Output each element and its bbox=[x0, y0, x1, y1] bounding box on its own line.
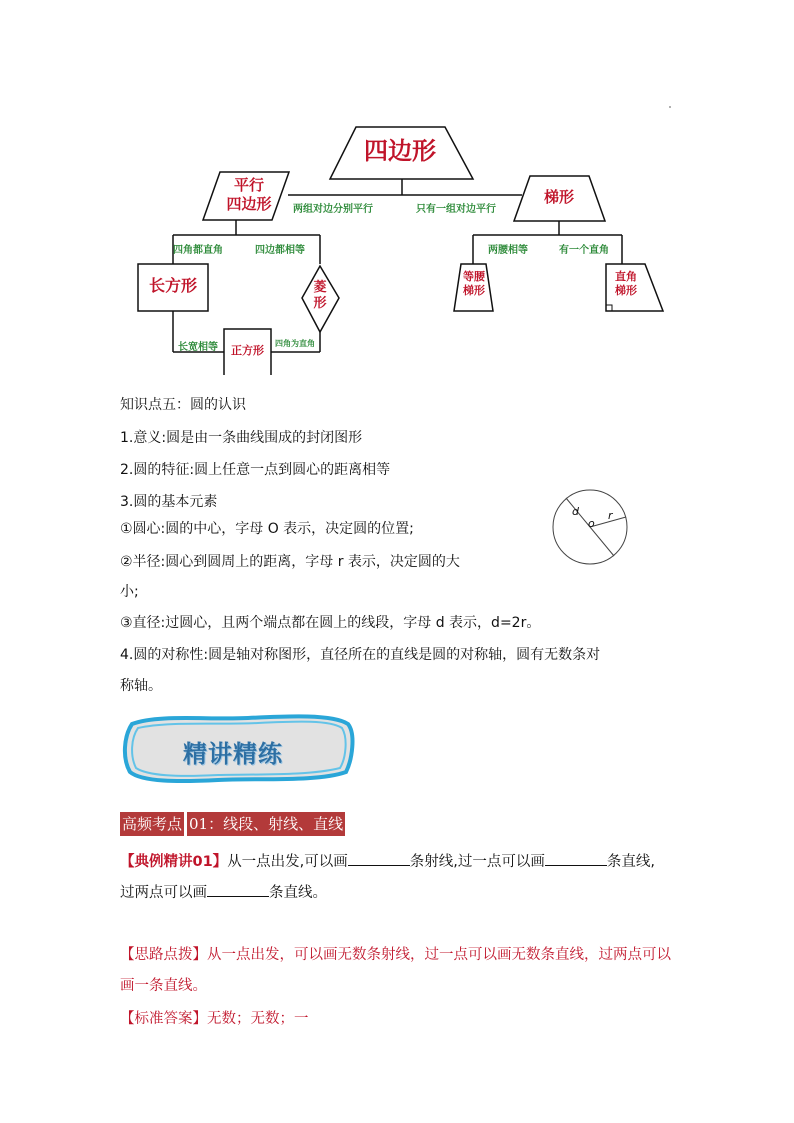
knowledge-line-3: 3.圆的基本元素 bbox=[120, 494, 218, 510]
example-line-2 bbox=[120, 882, 327, 903]
hint-line-2: 画一条直线。 bbox=[120, 978, 207, 994]
knowledge-line-2: 2.圆的特征:圆上任意一点到圆心的距离相等 bbox=[120, 462, 391, 478]
example-q5: 条直线。 bbox=[269, 885, 327, 901]
answer-text: 无数；无数；一 bbox=[207, 1011, 309, 1027]
right-label-line1: 直角 bbox=[615, 270, 637, 283]
example-q2: 条射线,过一点可以画 bbox=[409, 854, 545, 870]
trapezoid-label: 梯形 bbox=[543, 188, 574, 206]
hint-text-1: 从一点出发，可以画无数条射线，过一点可以画无数条直线，过两点可以 bbox=[207, 947, 671, 963]
example-line-1 bbox=[120, 851, 655, 872]
example-q4: 过两点可以画 bbox=[120, 885, 207, 901]
circle-figure bbox=[550, 487, 630, 567]
isosceles-label-line2: 梯形 bbox=[463, 283, 485, 297]
example-tag: 【典例精讲01】 bbox=[120, 854, 228, 870]
knowledge-line-7b: 称轴。 bbox=[120, 678, 162, 694]
circle-label-r: r bbox=[608, 509, 613, 522]
root-label: 四边形 bbox=[364, 136, 436, 165]
isosceles-label-line1: 等腰 bbox=[463, 270, 485, 283]
parallelogram-label-line2: 四边形 bbox=[226, 194, 272, 213]
section-banner bbox=[118, 712, 358, 784]
right-trapezoid-label bbox=[608, 270, 644, 298]
example-q3: 条直线, bbox=[606, 854, 656, 870]
isosceles-trapezoid-label bbox=[458, 270, 490, 298]
answer-blank-1[interactable] bbox=[348, 851, 410, 866]
knowledge-line-6: ③直径:过圆心，且两个端点都在圆上的线段，字母 d 表示，d=2r。 bbox=[120, 615, 541, 631]
relation-isosceles: 两腰相等 bbox=[488, 245, 528, 256]
banner-title: 精讲精练 bbox=[183, 740, 283, 768]
knowledge-line-5b: 小; bbox=[120, 584, 139, 600]
rectangle-label: 长方形 bbox=[148, 276, 197, 295]
square-label: 正方形 bbox=[231, 344, 264, 357]
rhombus-label bbox=[308, 280, 332, 313]
answer-tag: 【标准答案】 bbox=[120, 1011, 207, 1027]
relation-square-from-rectangle: 长宽相等 bbox=[178, 342, 218, 353]
circle-label-d: d bbox=[572, 505, 579, 518]
example-q1: 从一点出发,可以画 bbox=[227, 854, 348, 870]
answer-blank-2[interactable] bbox=[545, 851, 607, 866]
relation-rhombus: 四边都相等 bbox=[255, 245, 305, 256]
relation-right-trapezoid: 有一个直角 bbox=[559, 245, 609, 256]
knowledge-line-5: ②半径:圆心到圆周上的距离，字母 r 表示，决定圆的大 bbox=[120, 554, 460, 570]
section-header bbox=[120, 812, 345, 836]
parallelogram-label bbox=[214, 176, 284, 214]
answer-blank-3[interactable] bbox=[207, 882, 269, 897]
relation-parallelogram: 两组对边分别平行 bbox=[293, 204, 373, 215]
right-label-line2: 梯形 bbox=[615, 283, 637, 297]
hint-line-1 bbox=[120, 945, 671, 965]
quadrilateral-diagram bbox=[118, 100, 678, 375]
relation-square-from-rhombus: 四角为直角 bbox=[275, 338, 315, 348]
knowledge-line-4: ①圆心:圆的中心，字母 O 表示，决定圆的位置; bbox=[120, 521, 414, 537]
section-header-part1: 高频考点 bbox=[120, 812, 184, 836]
section-header-part2: 01：线段、射线、直线 bbox=[187, 812, 345, 836]
relation-trapezoid: 只有一组对边平行 bbox=[416, 204, 496, 215]
rhombus-label-line1: 菱 bbox=[313, 280, 327, 295]
circle-label-o: o bbox=[588, 517, 595, 530]
knowledge-line-7: 4.圆的对称性:圆是轴对称图形，直径所在的直线是圆的对称轴，圆有无数条对 bbox=[120, 647, 601, 663]
hint-tag: 【思路点拨】 bbox=[120, 947, 207, 963]
relation-rectangle: 四角都直角 bbox=[173, 245, 223, 256]
parallelogram-label-line1: 平行 bbox=[233, 176, 264, 194]
rhombus-label-line2: 形 bbox=[313, 296, 327, 312]
knowledge-heading: 知识点五：圆的认识 bbox=[120, 397, 246, 413]
knowledge-line-1: 1.意义:圆是由一条曲线围成的封闭图形 bbox=[120, 430, 363, 446]
answer-line bbox=[120, 1009, 309, 1029]
